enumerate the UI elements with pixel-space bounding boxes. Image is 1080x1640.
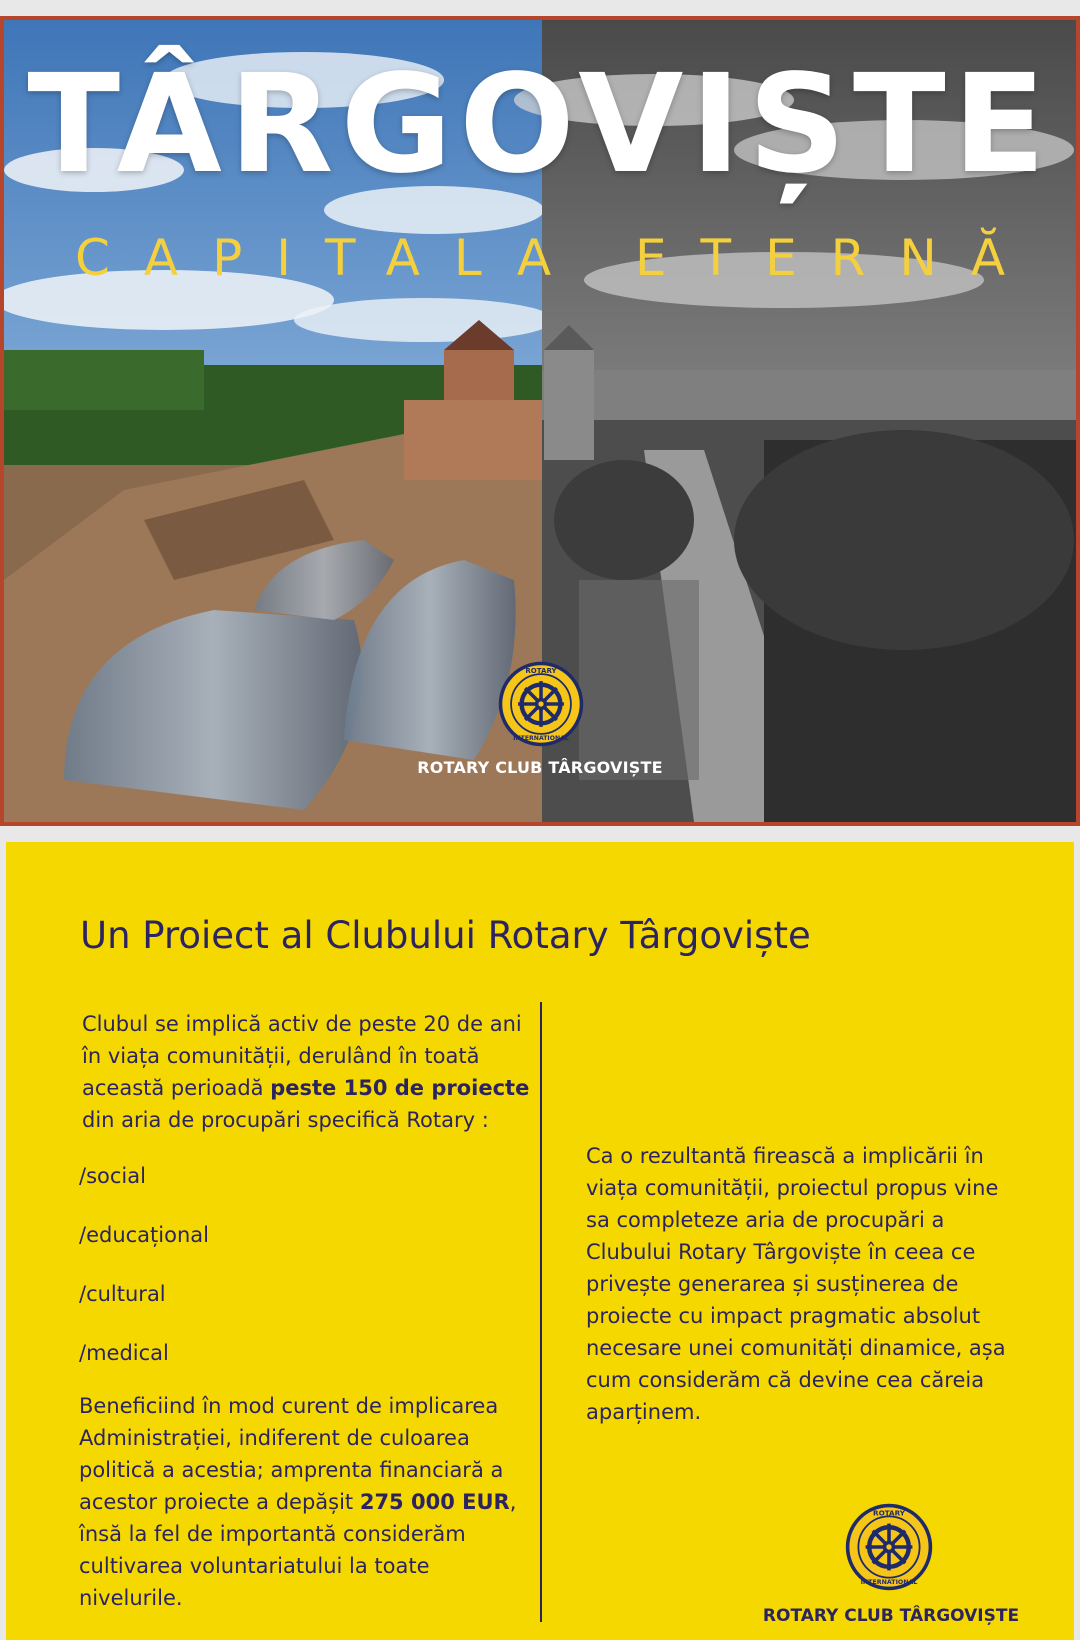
hero-subtitle: CAPITALA ETERNĂ — [74, 229, 1040, 287]
panel-club-name: ROTARY CLUB TÂRGOVIȘTE — [762, 1606, 1020, 1626]
rotary-wheel-icon — [844, 1502, 934, 1592]
logo-text-bottom: INTERNATIONAL — [513, 735, 569, 743]
intro-text-end: din aria de procupări specifică Rotary : — [82, 1108, 489, 1132]
intro-paragraph — [82, 1008, 542, 1136]
benefit-paragraph — [79, 1390, 531, 1614]
hero-title: TÂRGOVIȘTE — [27, 46, 1053, 204]
intro-text-start: Clubul se implică activ de peste 20 de ani în viața comunității, derulând în toată această perioadă — [82, 1012, 522, 1100]
intro-text-bold: peste 150 de proiecte — [270, 1076, 530, 1100]
panel-heading: Un Proiect al Clubului Rotary Târgoviște — [80, 914, 811, 957]
benefit-text-start: Beneficiind în mod curent de implicarea Administrației, indiferent de culoarea politică a acestia; amprenta financiară a acestor proiecte a depășit — [79, 1394, 504, 1514]
hero-club-name: ROTARY CLUB TÂRGOVIȘTE — [417, 758, 663, 777]
logo-text-top: ROTARY — [525, 666, 557, 676]
logo-text-bottom: INTERNATIONAL — [860, 1578, 918, 1586]
category-item: /medical — [79, 1341, 169, 1365]
project-info-panel — [6, 842, 1074, 1640]
category-item: /educațional — [79, 1223, 209, 1247]
benefit-text-end: , însă la fel de importantă considerăm cultivarea voluntariatului la toate nivelurile. — [79, 1490, 517, 1610]
logo-text-top: ROTARY — [873, 1508, 905, 1518]
column-divider — [540, 1002, 542, 1622]
right-paragraph: Ca o rezultantă firească a implicării în viața comunității, proiectul propus vine sa completeze aria de procupări a Clubului Rotary Târgoviște în ceea ce privește generarea și susținerea de proiecte cu impact pragmatic absolut necesare unei comunități dinamice, așa cum considerăm că devine cea căreia aparținem. — [586, 1144, 1006, 1424]
rotary-wheel-icon — [497, 660, 585, 748]
category-item: /social — [79, 1164, 146, 1188]
category-item: /cultural — [79, 1282, 166, 1306]
hero-banner — [0, 16, 1080, 826]
benefit-text-bold: 275 000 EUR — [359, 1490, 510, 1514]
category-list — [79, 1160, 209, 1396]
